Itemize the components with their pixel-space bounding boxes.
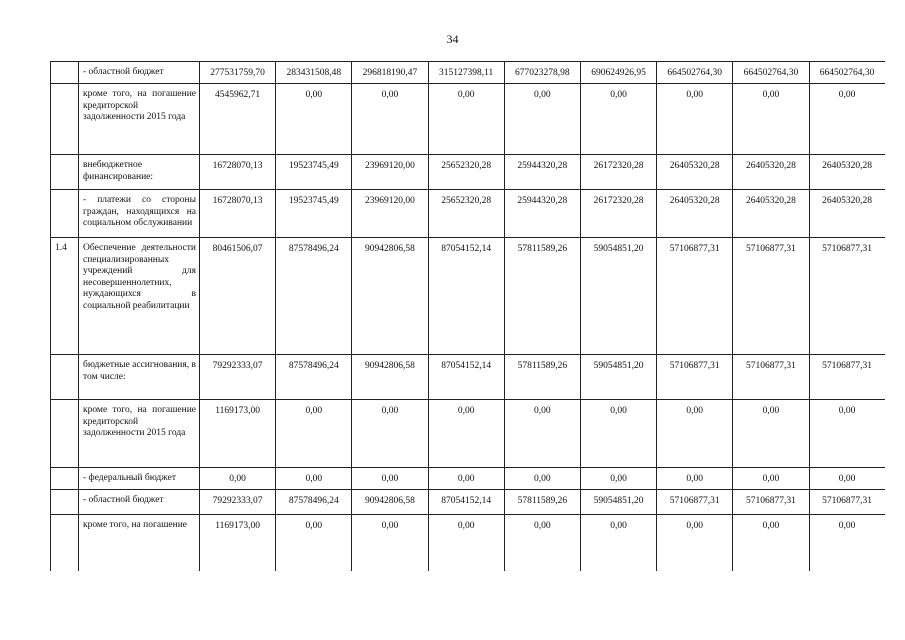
value-cell: 59054851,20 <box>580 490 656 515</box>
value-cell: 0,00 <box>809 515 885 572</box>
table-row <box>51 190 886 238</box>
value-cell: 26405320,28 <box>657 190 733 238</box>
value-cell: 0,00 <box>504 515 580 572</box>
value-cell: 0,00 <box>200 468 276 490</box>
value-cell: 26405320,28 <box>733 190 809 238</box>
value-cell: 690624926,95 <box>580 62 656 84</box>
page-number: 34 <box>446 32 459 46</box>
row-index-cell: 1.4 <box>51 238 79 355</box>
value-cell: 87054152,14 <box>428 490 504 515</box>
row-label-cell: внебюджетное финансирование: <box>79 155 200 190</box>
value-cell: 0,00 <box>352 84 428 155</box>
value-cell: 0,00 <box>352 468 428 490</box>
value-cell: 79292333,07 <box>200 355 276 400</box>
value-cell: 57106877,31 <box>657 238 733 355</box>
value-cell: 87054152,14 <box>428 238 504 355</box>
value-cell: 90942806,58 <box>352 238 428 355</box>
value-cell: 90942806,58 <box>352 490 428 515</box>
value-cell: 664502764,30 <box>657 62 733 84</box>
row-label-cell: кроме того, на погашение кредиторской задолженности 2015 года <box>79 84 200 155</box>
row-index-cell <box>51 190 79 238</box>
row-label-cell: - платежи со стороны граждан, находящихся на социальном обслуживании <box>79 190 200 238</box>
value-cell: 57106877,31 <box>733 355 809 400</box>
row-index-cell <box>51 515 79 572</box>
value-cell: 0,00 <box>657 400 733 468</box>
row-index-cell <box>51 155 79 190</box>
value-cell: 19523745,49 <box>276 155 352 190</box>
value-cell: 57811589,26 <box>504 238 580 355</box>
value-cell: 0,00 <box>504 84 580 155</box>
value-cell: 87578496,24 <box>276 490 352 515</box>
budget-table-body <box>51 62 886 572</box>
value-cell: 59054851,20 <box>580 355 656 400</box>
value-cell: 57811589,26 <box>504 490 580 515</box>
value-cell: 0,00 <box>276 400 352 468</box>
row-index-cell <box>51 490 79 515</box>
row-label-cell: кроме того, на погашение кредиторской задолженности 2015 года <box>79 400 200 468</box>
value-cell: 4545962,71 <box>200 84 276 155</box>
row-label-cell: кроме того, на погашение <box>79 515 200 572</box>
value-cell: 19523745,49 <box>276 190 352 238</box>
table-row <box>51 155 886 190</box>
row-index-cell <box>51 84 79 155</box>
value-cell: 26405320,28 <box>809 190 885 238</box>
value-cell: 664502764,30 <box>733 62 809 84</box>
row-label-cell: - областной бюджет <box>79 62 200 84</box>
budget-table-container <box>50 61 885 571</box>
value-cell: 296818190,47 <box>352 62 428 84</box>
value-cell: 26405320,28 <box>809 155 885 190</box>
table-row <box>51 84 886 155</box>
row-index-cell <box>51 468 79 490</box>
value-cell: 25652320,28 <box>428 190 504 238</box>
value-cell: 0,00 <box>504 468 580 490</box>
row-label-cell: - федеральный бюджет <box>79 468 200 490</box>
value-cell: 0,00 <box>657 515 733 572</box>
value-cell: 57106877,31 <box>657 490 733 515</box>
value-cell: 26405320,28 <box>657 155 733 190</box>
value-cell: 277531759,70 <box>200 62 276 84</box>
table-row <box>51 238 886 355</box>
value-cell: 315127398,11 <box>428 62 504 84</box>
value-cell: 0,00 <box>809 84 885 155</box>
value-cell: 0,00 <box>580 400 656 468</box>
value-cell: 79292333,07 <box>200 490 276 515</box>
value-cell: 0,00 <box>580 84 656 155</box>
budget-table <box>50 61 885 571</box>
value-cell: 0,00 <box>428 468 504 490</box>
value-cell: 23969120,00 <box>352 155 428 190</box>
table-row <box>51 490 886 515</box>
value-cell: 1169173,00 <box>200 515 276 572</box>
value-cell: 25652320,28 <box>428 155 504 190</box>
value-cell: 57106877,31 <box>809 490 885 515</box>
value-cell: 16728070,13 <box>200 190 276 238</box>
table-row <box>51 515 886 572</box>
value-cell: 0,00 <box>352 515 428 572</box>
value-cell: 0,00 <box>428 515 504 572</box>
row-label-cell: бюджетные ассигнования, в том числе: <box>79 355 200 400</box>
value-cell: 90942806,58 <box>352 355 428 400</box>
value-cell: 26172320,28 <box>580 155 656 190</box>
row-label-cell: - областной бюджет <box>79 490 200 515</box>
row-index-cell <box>51 62 79 84</box>
value-cell: 0,00 <box>276 468 352 490</box>
value-cell: 0,00 <box>504 400 580 468</box>
table-row <box>51 355 886 400</box>
value-cell: 0,00 <box>657 468 733 490</box>
value-cell: 57106877,31 <box>733 490 809 515</box>
value-cell: 0,00 <box>733 400 809 468</box>
value-cell: 26172320,28 <box>580 190 656 238</box>
row-index-cell <box>51 355 79 400</box>
value-cell: 87578496,24 <box>276 355 352 400</box>
value-cell: 1169173,00 <box>200 400 276 468</box>
value-cell: 57106877,31 <box>809 355 885 400</box>
value-cell: 0,00 <box>276 515 352 572</box>
row-label-cell: Обеспечение деятельности специализированных учреждений для несовершеннолетних, нуждающихся в социальной реабилитации <box>79 238 200 355</box>
value-cell: 0,00 <box>580 515 656 572</box>
value-cell: 283431508,48 <box>276 62 352 84</box>
value-cell: 80461506,07 <box>200 238 276 355</box>
value-cell: 0,00 <box>809 468 885 490</box>
value-cell: 57106877,31 <box>657 355 733 400</box>
value-cell: 16728070,13 <box>200 155 276 190</box>
value-cell: 0,00 <box>352 400 428 468</box>
value-cell: 57106877,31 <box>809 238 885 355</box>
value-cell: 0,00 <box>428 400 504 468</box>
value-cell: 0,00 <box>809 400 885 468</box>
value-cell: 0,00 <box>276 84 352 155</box>
value-cell: 664502764,30 <box>809 62 885 84</box>
value-cell: 59054851,20 <box>580 238 656 355</box>
value-cell: 0,00 <box>733 468 809 490</box>
value-cell: 57106877,31 <box>733 238 809 355</box>
value-cell: 23969120,00 <box>352 190 428 238</box>
table-row <box>51 468 886 490</box>
table-row <box>51 400 886 468</box>
value-cell: 0,00 <box>580 468 656 490</box>
value-cell: 677023278,98 <box>504 62 580 84</box>
value-cell: 25944320,28 <box>504 155 580 190</box>
value-cell: 0,00 <box>733 515 809 572</box>
value-cell: 57811589,26 <box>504 355 580 400</box>
value-cell: 0,00 <box>733 84 809 155</box>
value-cell: 25944320,28 <box>504 190 580 238</box>
value-cell: 87578496,24 <box>276 238 352 355</box>
row-index-cell <box>51 400 79 468</box>
table-row <box>51 62 886 84</box>
value-cell: 87054152,14 <box>428 355 504 400</box>
value-cell: 0,00 <box>428 84 504 155</box>
value-cell: 0,00 <box>657 84 733 155</box>
value-cell: 26405320,28 <box>733 155 809 190</box>
